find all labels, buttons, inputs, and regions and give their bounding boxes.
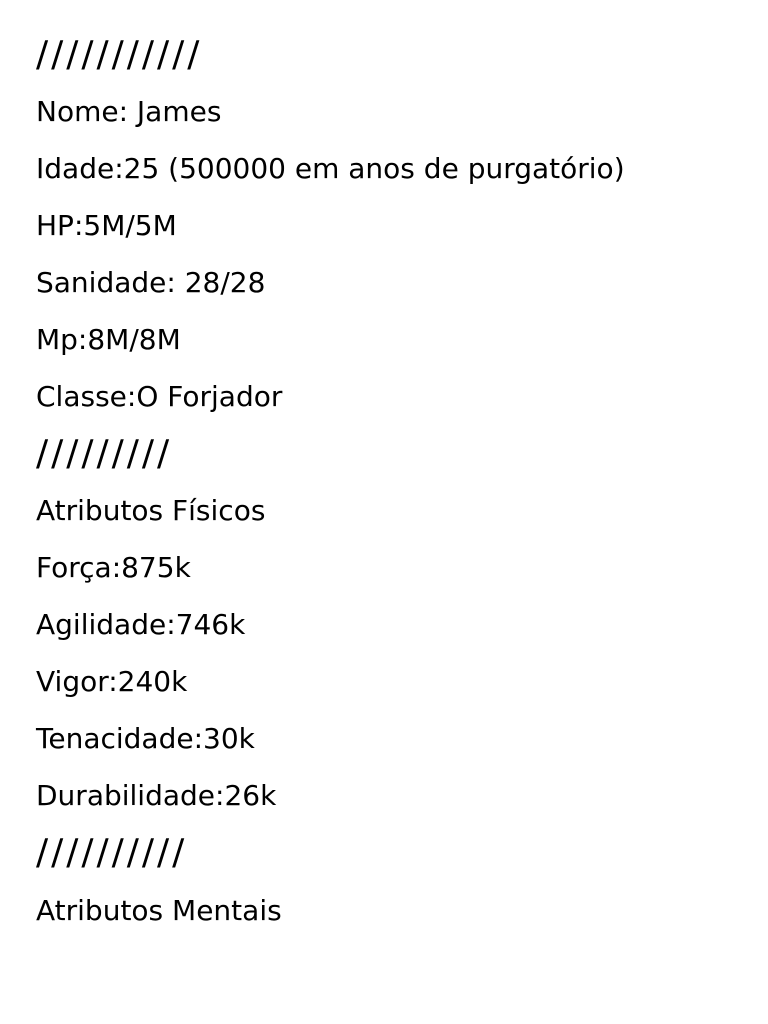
durability-line: Durabilidade:26k [36, 779, 277, 812]
sanity-line: Sanidade: 28/28 [36, 266, 266, 299]
hp-line: HP:5M/5M [36, 209, 177, 242]
divider-line: ///////// [36, 433, 173, 474]
physical-attributes-heading: Atributos Físicos [36, 494, 266, 527]
name-line: Nome: James [36, 95, 222, 128]
strength-line: Força:875k [36, 551, 191, 584]
divider-line: ////////// [36, 832, 188, 873]
tenacity-line: Tenacidade:30k [36, 722, 255, 755]
vigor-line: Vigor:240k [36, 665, 188, 698]
mp-line: Mp:8M/8M [36, 323, 181, 356]
class-line: Classe:O Forjador [36, 380, 283, 413]
divider-line: /////////// [36, 34, 203, 75]
mental-attributes-heading: Atributos Mentais [36, 894, 282, 927]
agility-line: Agilidade:746k [36, 608, 246, 641]
age-line: Idade:25 (500000 em anos de purgatório) [36, 152, 625, 185]
